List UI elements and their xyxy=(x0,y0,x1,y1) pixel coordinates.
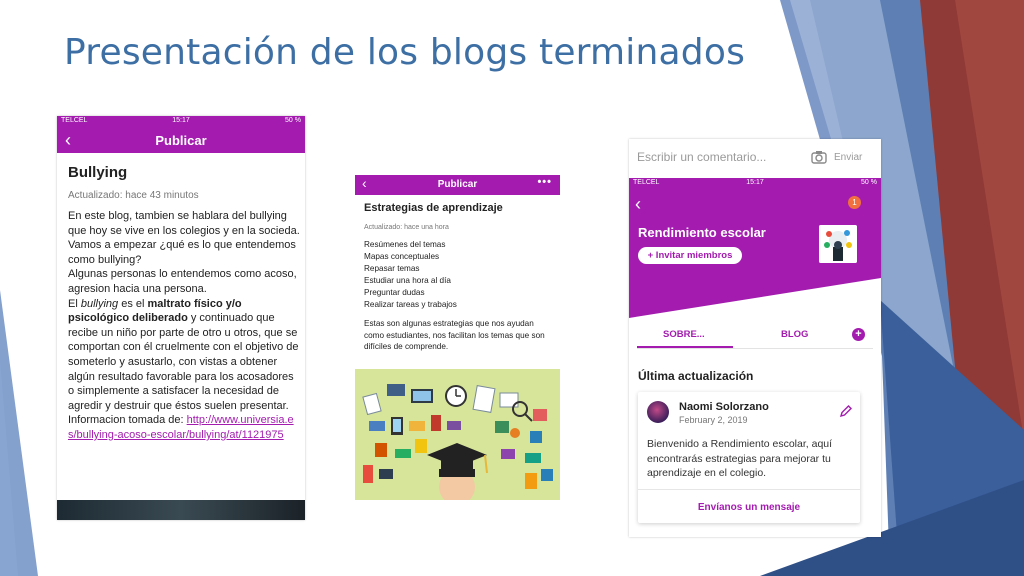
tab-about[interactable]: SOBRE... xyxy=(663,329,705,340)
carrier-label: TELCEL xyxy=(61,117,88,124)
education-illustration xyxy=(355,369,560,500)
text-run-italic: bullying xyxy=(80,297,119,310)
strategy-list xyxy=(364,239,457,311)
post-updated-time: Actualizado: hace una hora xyxy=(364,224,449,231)
edit-pencil-icon[interactable] xyxy=(839,404,853,418)
post-date: February 2, 2019 xyxy=(679,415,748,425)
author-name: Naomi Solorzano xyxy=(679,401,769,413)
comment-bar xyxy=(629,139,881,177)
clock-label: 15:17 xyxy=(746,179,764,186)
slide-title: Presentación de los blogs terminados xyxy=(64,32,746,73)
blog-name: Rendimiento escolar xyxy=(638,225,766,240)
clock-label: 15:17 xyxy=(172,117,190,124)
card-divider xyxy=(638,489,860,490)
carrier-label: TELCEL xyxy=(633,179,660,186)
post-title: Estrategias de aprendizaje xyxy=(364,202,503,214)
app-bar xyxy=(355,175,560,195)
comment-input[interactable]: Escribir un comentario... xyxy=(637,150,767,164)
send-button[interactable]: Enviar xyxy=(834,152,863,163)
post-image-preview xyxy=(57,500,305,520)
blog-thumbnail xyxy=(819,225,857,263)
card-text: Bienvenido a Rendimiento escolar, aquí encontrarás estrategias para mejorar tu aprendizaje en el colegio. xyxy=(647,438,833,479)
source-label: Informacion tomada de: xyxy=(68,414,187,427)
app-bar xyxy=(57,127,305,153)
text-run-bold: maltrato físico y/o psicológico deliberado xyxy=(68,297,242,325)
post-source xyxy=(68,413,300,442)
phone-screenshot-estrategias xyxy=(355,175,560,357)
notification-badge[interactable]: 1 xyxy=(848,196,861,209)
text-run: es el xyxy=(118,297,148,310)
tab-divider xyxy=(637,348,873,349)
post-paragraph: En este blog, tambien se hablara del bullying que hoy se vive en los colegios y en la socieda. xyxy=(68,210,300,237)
avatar xyxy=(647,401,669,423)
latest-update-card xyxy=(638,392,860,523)
battery-label: 50 % xyxy=(285,117,301,124)
chevron-left-icon[interactable]: ‹ xyxy=(65,130,71,150)
list-item: Resúmenes del temas xyxy=(364,240,446,249)
post-paragraph: Vamos a empezar ¿qué es lo que entendemos como bullying? xyxy=(68,239,296,266)
appbar-title: Publicar xyxy=(437,179,478,190)
status-bar xyxy=(629,178,881,189)
chevron-left-icon[interactable]: ‹ xyxy=(635,194,641,214)
battery-label: 50 % xyxy=(861,179,877,186)
list-item: Preguntar dudas xyxy=(364,288,425,297)
phone-screenshot-rendimiento xyxy=(629,139,881,537)
post-body xyxy=(68,209,300,443)
post-title: Bullying xyxy=(68,164,128,181)
tab-blog[interactable]: BLOG xyxy=(781,329,809,340)
list-item: Realizar tareas y trabajos xyxy=(364,300,457,309)
source-link[interactable]: http://www.universia.es/bullying-acoso-escolar/bullying/at/1121975 xyxy=(68,414,294,441)
invite-members-button[interactable]: + Invitar miembros xyxy=(638,247,742,264)
text-run: y continuado que recibe un niño por parte de otro u otros, que se comportan con él cruelmente con el objetivo de someterlo y asustarlo, con vistas a obtener algún resultado favorable para los acosadores o simplemente a satisfacer la necesidad de agredir y destruir que éstos suelen presentar. xyxy=(68,312,299,412)
post-paragraph: Estas son algunas estrategias que nos ayudan como estudiantes, nos facilitan los temas que son difíciles de comprende. xyxy=(364,319,545,351)
chevron-left-icon[interactable]: ‹ xyxy=(362,175,367,191)
tab-active-indicator xyxy=(637,346,733,348)
status-bar xyxy=(57,116,305,127)
add-post-button[interactable]: + xyxy=(852,328,865,341)
list-item: Repasar temas xyxy=(364,264,420,273)
list-item: Mapas conceptuales xyxy=(364,252,440,261)
more-options-icon[interactable]: ••• xyxy=(537,176,552,188)
camera-icon[interactable] xyxy=(811,150,827,164)
post-paragraph: Algunas personas lo entendemos como acoso, agresion hacia una persona. xyxy=(68,268,297,295)
post-updated-time: Actualizado: hace 43 minutos xyxy=(68,190,199,201)
phone-screenshot-bullying xyxy=(57,116,305,520)
send-message-button[interactable]: Envíanos un mensaje xyxy=(697,502,801,513)
appbar-title: Publicar xyxy=(155,133,207,148)
section-title: Última actualización xyxy=(638,369,754,383)
text-run: El xyxy=(68,297,81,310)
post-paragraph xyxy=(68,297,300,414)
list-item: Estudiar una hora al día xyxy=(364,276,451,285)
